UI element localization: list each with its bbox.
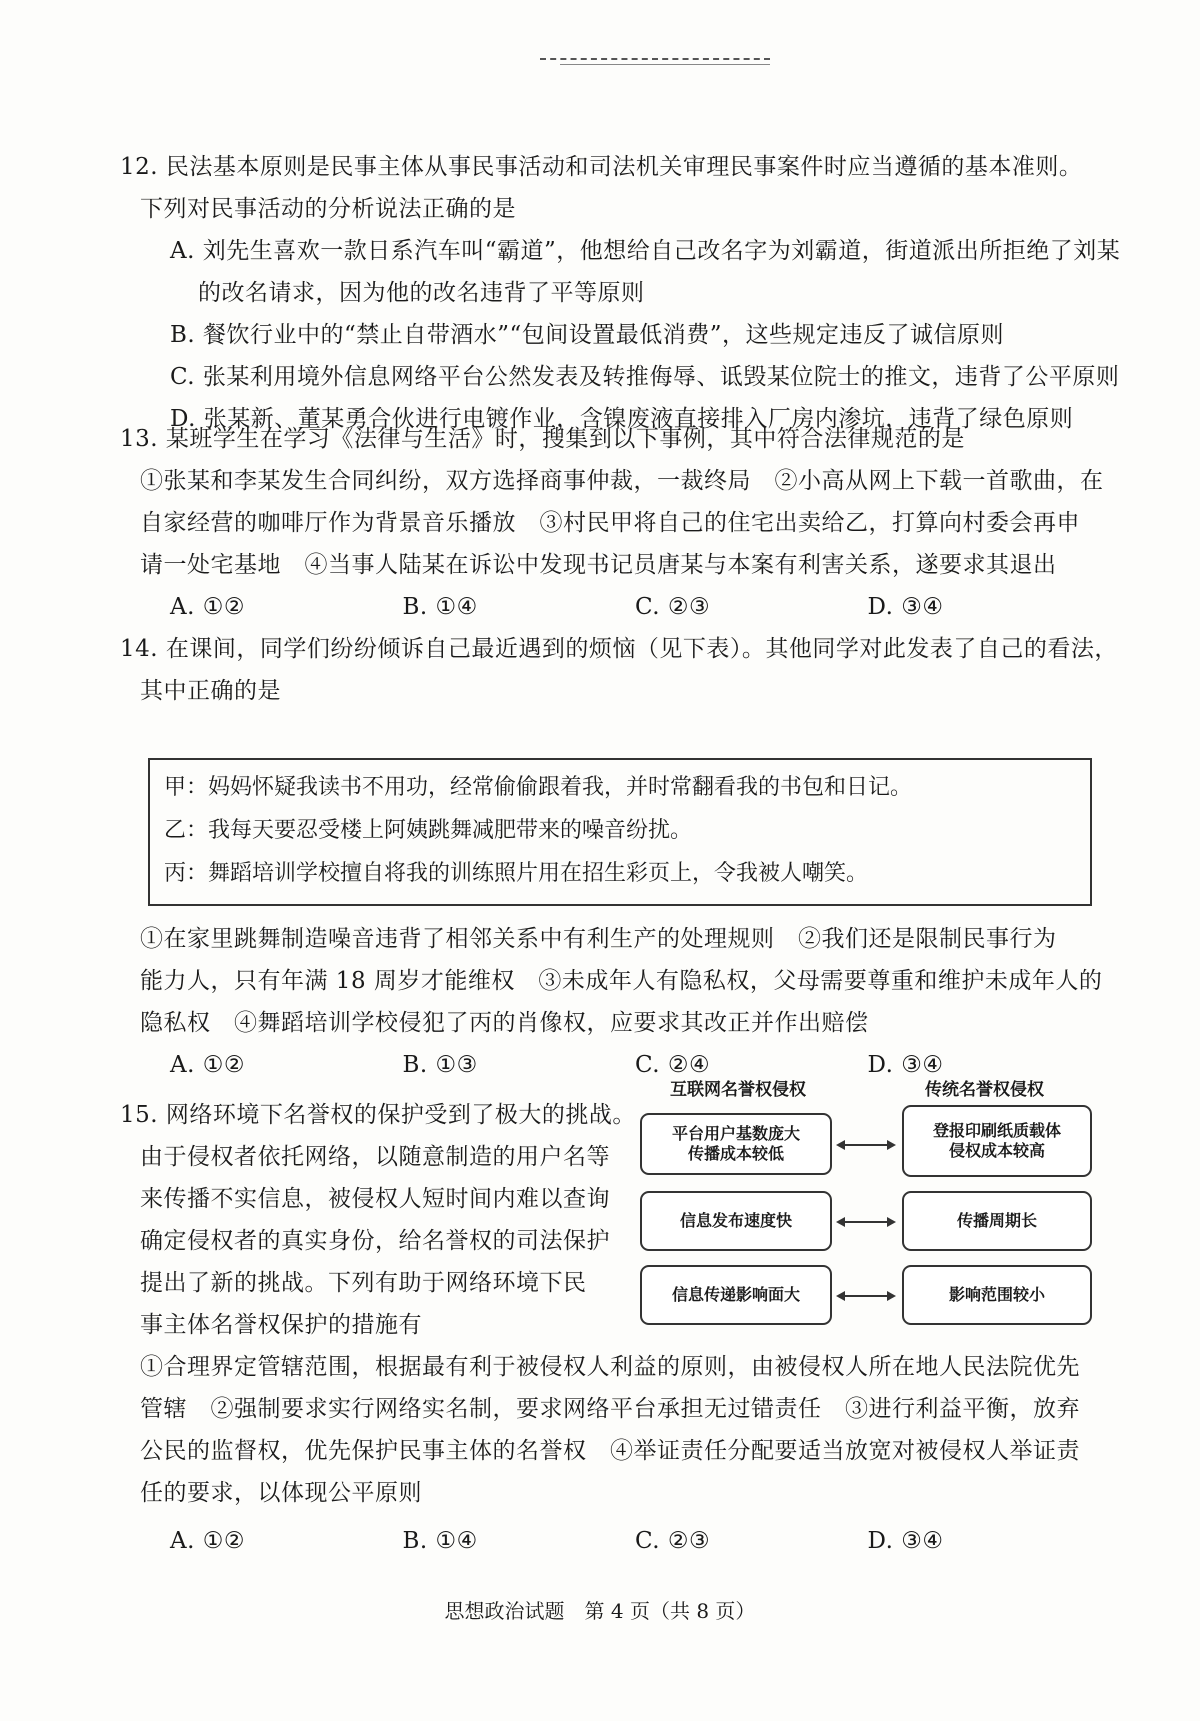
internet-feature-box xyxy=(640,1265,832,1325)
question-15-stem-line: 由于侵权者依托网络，以随意制造的用户名等 xyxy=(140,1144,610,1170)
question-13-statement-line: ①张某和李某发生合同纠纷，双方选择商事仲裁，一裁终局 ②小高从网上下载一首歌曲，在 xyxy=(140,468,1104,494)
question-12-option-b: B. 餐饮行业中的“禁止自带酒水”“包间设置最低消费”，这些规定违反了诚信原则 xyxy=(170,322,1005,348)
question-15 xyxy=(120,1094,640,1346)
worry-jia: 甲：妈妈怀疑我读书不用功，经常偷偷跟着我，并时常翻看我的书包和日记。 xyxy=(164,775,913,800)
question-15-option-b: B. ①④ xyxy=(402,1528,478,1554)
question-14-statements xyxy=(140,918,1103,1086)
defamation-comparison-diagram xyxy=(640,1075,1110,1325)
question-15-option-c: C. ②③ xyxy=(635,1528,711,1554)
question-12-option-a-cont: 的改名请求，因为他的改名违背了平等原则 xyxy=(198,280,645,306)
traditional-feature-box xyxy=(902,1191,1092,1251)
header-rule-underline xyxy=(560,64,770,65)
question-15-option-a: A. ①② xyxy=(170,1528,245,1554)
question-13-stem: 13. 某班学生在学习《法律与生活》时，搜集到以下事例，其中符合法律规范的是 xyxy=(120,426,965,452)
question-15-stem-line: 15. 网络环境下名誉权的保护受到了极大的挑战。 xyxy=(120,1102,636,1128)
question-13-option-b: B. ①④ xyxy=(402,594,478,620)
question-13-statement-line: 自家经营的咖啡厅作为背景音乐播放 ③村民甲将自己的住宅出卖给乙，打算向村委会再申 xyxy=(140,510,1080,536)
question-15-statement-line: ①合理界定管辖范围，根据最有利于被侵权人利益的原则，由被侵权人所在地人民法院优先 xyxy=(140,1354,1080,1380)
traditional-feature-box xyxy=(902,1105,1092,1177)
question-15-stem-line: 确定侵权者的真实身份，给名誉权的司法保护 xyxy=(140,1228,610,1254)
question-15-statement-line: 管辖 ②强制要求实行网络实名制，要求网络平台承担无过错责任 ③进行利益平衡，放弃 xyxy=(140,1396,1080,1422)
question-14-option-c: C. ②④ xyxy=(635,1052,711,1078)
traditional-feature-text: 侵权成本较高 xyxy=(948,1141,1045,1160)
question-13-option-a: A. ①② xyxy=(170,594,245,620)
internet-feature-text: 平台用户基数庞大 xyxy=(671,1124,800,1143)
question-13-option-c: C. ②③ xyxy=(635,594,711,620)
worry-yi: 乙：我每天要忍受楼上阿姨跳舞减肥带来的噪音纷扰。 xyxy=(164,818,693,843)
worries-table xyxy=(148,758,1092,906)
question-12-stem-line: 12. 民法基本原则是民事主体从事民事活动和司法机关审理民事案件时应当遵循的基本准则。 xyxy=(120,154,1083,180)
question-12-stem-line: 下列对民事活动的分析说法正确的是 xyxy=(140,196,516,222)
traditional-feature-text: 登报印刷纸质载体 xyxy=(932,1121,1061,1140)
double-arrow-icon xyxy=(838,1144,894,1146)
question-15-stem-line: 来传播不实信息，被侵权人短时间内难以查询 xyxy=(140,1186,610,1212)
question-15-statements xyxy=(140,1346,1100,1562)
internet-feature-box xyxy=(640,1113,832,1175)
question-14-statement-line: 能力人，只有年满 18 周岁才能维权 ③未成年人有隐私权，父母需要尊重和维护未成年人的 xyxy=(140,968,1103,994)
question-15-statement-line: 公民的监督权，优先保护民事主体的名誉权 ④举证责任分配要适当放宽对被侵权人举证责 xyxy=(140,1438,1080,1464)
question-14-statement-line: ①在家里跳舞制造噪音违背了相邻关系中有利生产的处理规则 ②我们还是限制民事行为 xyxy=(140,926,1057,952)
question-12-option-a: A. 刘先生喜欢一款日系汽车叫“霸道”，他想给自己改名字为刘霸道，街道派出所拒绝了刘某 xyxy=(170,238,1121,264)
question-12-option-c: C. 张某利用境外信息网络平台公然发表及转推侮辱、诋毁某位院士的推文，违背了公平原则 xyxy=(170,364,1120,390)
question-15-options xyxy=(140,1520,1100,1562)
question-14-stem: 14. 在课间，同学们纷纷倾诉自己最近遇到的烦恼（见下表）。其他同学对此发表了自己的看法， xyxy=(120,636,1118,662)
question-14 xyxy=(120,628,1118,712)
internet-feature-text: 传播成本较低 xyxy=(687,1144,784,1163)
double-arrow-icon xyxy=(838,1295,894,1297)
question-13-statement-line: 请一处宅基地 ④当事人陆某在诉讼中发现书记员唐某与本案有利害关系，遂要求其退出 xyxy=(140,552,1057,578)
question-13-option-d: D. ③④ xyxy=(867,594,944,620)
question-15-option-d: D. ③④ xyxy=(867,1528,944,1554)
question-13-options xyxy=(140,586,1100,628)
question-13 xyxy=(120,418,1104,628)
internet-feature-text: 信息传递影响面大 xyxy=(671,1285,800,1304)
internet-feature-text: 信息发布速度快 xyxy=(679,1211,792,1230)
traditional-feature-box xyxy=(902,1265,1092,1325)
worry-bing: 丙：舞蹈培训学校擅自将我的训练照片用在招生彩页上，令我被人嘲笑。 xyxy=(164,861,869,886)
question-14-option-a: A. ①② xyxy=(170,1052,245,1078)
question-14-option-d: D. ③④ xyxy=(867,1052,944,1078)
internet-feature-box xyxy=(640,1191,832,1251)
header-rule xyxy=(540,58,770,60)
internet-defamation-header: 互联网名誉权侵权 xyxy=(670,1080,806,1100)
question-14-stem: 其中正确的是 xyxy=(140,678,281,704)
question-12 xyxy=(120,146,1121,440)
traditional-defamation-header: 传统名誉权侵权 xyxy=(925,1080,1044,1100)
traditional-feature-text: 传播周期长 xyxy=(956,1211,1037,1230)
traditional-feature-text: 影响范围较小 xyxy=(948,1285,1045,1304)
question-14-option-b: B. ①③ xyxy=(402,1052,478,1078)
question-15-stem-line: 提出了新的挑战。下列有助于网络环境下民 xyxy=(140,1270,587,1296)
page-footer: 思想政治试题 第 4 页（共 8 页） xyxy=(444,1599,756,1623)
question-12-option-d: D. 张某新、董某勇合伙进行电镀作业，含镍废液直接排入厂房内渗坑，违背了绿色原则 xyxy=(170,406,1074,432)
question-15-statement-line: 任的要求，以体现公平原则 xyxy=(140,1480,422,1506)
double-arrow-icon xyxy=(838,1221,894,1223)
question-14-statement-line: 隐私权 ④舞蹈培训学校侵犯了丙的肖像权，应要求其改正并作出赔偿 xyxy=(140,1010,869,1036)
question-15-stem-line: 事主体名誉权保护的措施有 xyxy=(140,1312,422,1338)
